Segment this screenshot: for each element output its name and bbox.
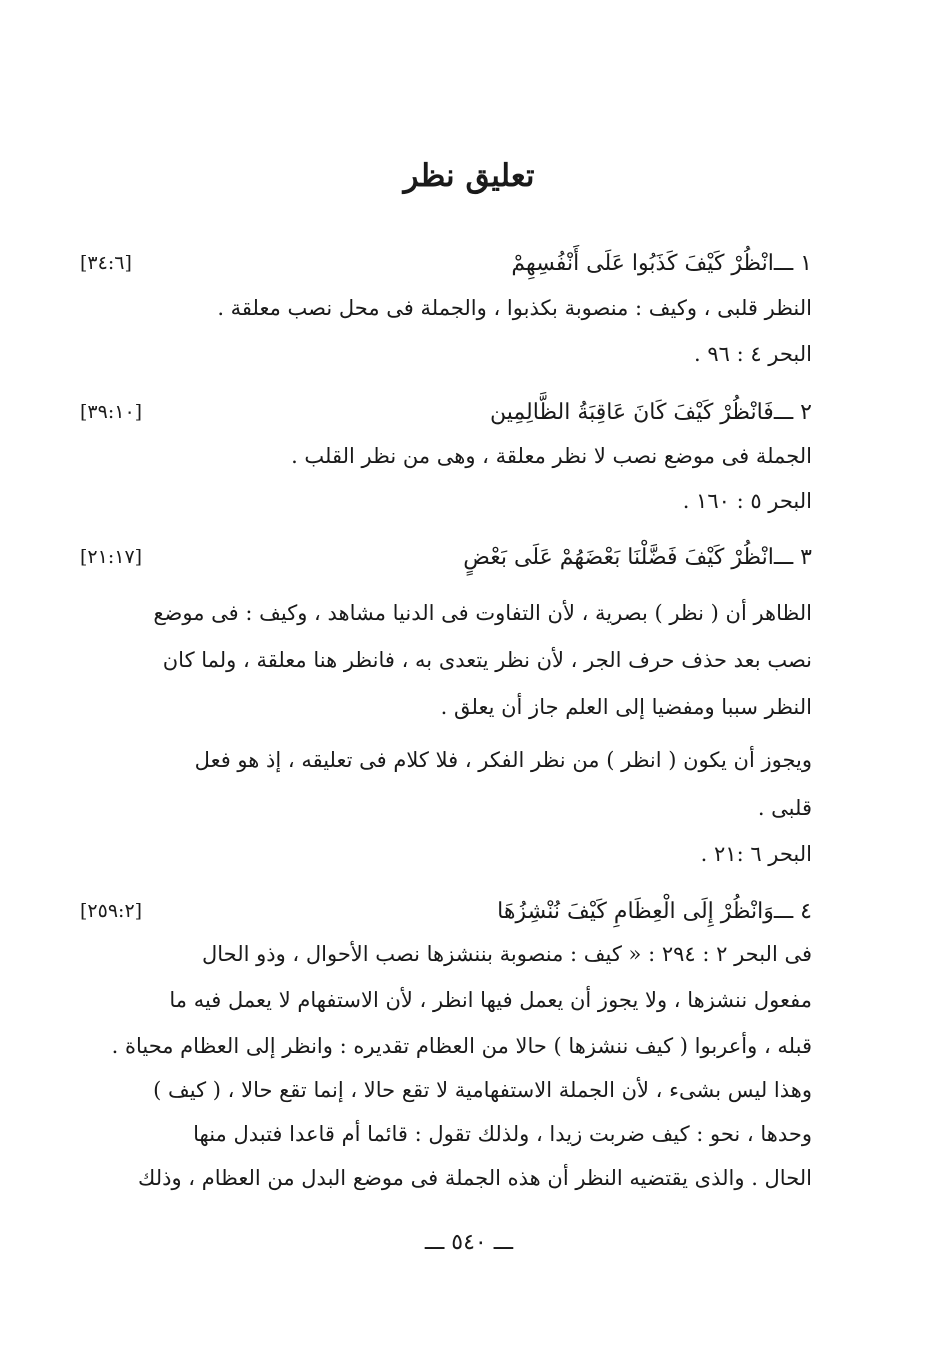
commentary-line: ويجوز أن يكون ( انظر ) من نظر الفكر ، فلا كلام فى تعليقه ، إذ هو فعل xyxy=(194,748,812,772)
entry-number: ١ ـــ xyxy=(773,250,812,276)
entry-number: ٣ ـــ xyxy=(773,544,812,570)
commentary-line: الحال . والذى يقتضيه النظر أن هذه الجملة فى موضع البدل من العظام ، وذلك xyxy=(138,1166,812,1190)
verse-text: انْظُرْ كَيْفَ فَضَّلْنَا بَعْضَهُمْ عَلَى بَعْضٍ xyxy=(463,544,774,570)
verse-heading xyxy=(80,395,812,429)
commentary-line: الجملة فى موضع نصب لا نظر معلقة ، وهى من نظر القلب . xyxy=(291,444,812,468)
verse-heading xyxy=(80,894,812,928)
commentary-line: قلبى . xyxy=(757,796,812,820)
page-number: ـــ ٥٤٠ ـــ xyxy=(424,1230,514,1255)
verse-text: فَانْظُرْ كَيْفَ كَانَ عَاقِبَةُ الظَّالِمِين xyxy=(489,399,774,425)
commentary-line: فى البحر ٢ : ٢٩٤ : « كيف : منصوبة بننشزها نصب الأحوال ، وذو الحال xyxy=(202,942,812,966)
verse-reference: [٢١:١٧] xyxy=(80,546,143,568)
commentary-line: النظر سببا ومفضيا إلى العلم جاز أن يعلق . xyxy=(440,695,812,719)
verse-reference: [٣٤:٦] xyxy=(80,252,132,274)
source-citation: البحر ٤ : ٩٦ . xyxy=(693,342,812,366)
verse-heading xyxy=(80,540,812,574)
verse-text: انْظُرْ كَيْفَ كَذَبُوا عَلَى أَنْفُسِهِمْ xyxy=(511,250,774,276)
commentary-line: وهذا ليس بشىء ، لأن الجملة الاستفهامية لا تقع حالا ، إنما تقع حالا ، ( كيف ) xyxy=(153,1078,812,1102)
verse-reference: [٣٩:١٠] xyxy=(80,401,143,423)
commentary-line: وحدها ، نحو : كيف ضربت زيدا ، ولذلك تقول : قائما أم قاعدا فتبدل منها xyxy=(193,1122,812,1146)
page-title: تعليق نظر xyxy=(403,158,535,194)
verse-reference: [٢٥٩:٢] xyxy=(80,900,143,922)
entry-number: ٢ ـــ xyxy=(773,399,812,425)
commentary-line: نصب بعد حذف حرف الجر ، لأن نظر يتعدى به ، فانظر هنا معلقة ، ولما كان xyxy=(162,648,812,672)
commentary-line: مفعول ننشزها ، ولا يجوز أن يعمل فيها انظر ، لأن الاستفهام لا يعمل فيه ما xyxy=(169,988,812,1012)
verse-text: وَانْظُرْ إِلَى الْعِظَامِ كَيْفَ نُنْشِزُهَا xyxy=(497,898,774,924)
commentary-line: النظر قلبى ، وكيف : منصوبة بكذبوا ، والجملة فى محل نصب معلقة . xyxy=(217,296,812,320)
commentary-line: قبله ، وأعربوا ( كيف ننشزها ) حالا من العظام تقديره : وانظر إلى العظام محياة . xyxy=(111,1034,812,1058)
verse-heading xyxy=(80,246,812,280)
entry-number: ٤ ـــ xyxy=(773,898,812,924)
source-citation: البحر ٥ : ١٦٠ . xyxy=(682,489,812,513)
source-citation: البحر ٦ :٢١ . xyxy=(700,842,812,866)
commentary-line: الظاهر أن ( نظر ) بصرية ، لأن التفاوت فى الدنيا مشاهد ، وكيف : فى موضع xyxy=(153,601,812,625)
